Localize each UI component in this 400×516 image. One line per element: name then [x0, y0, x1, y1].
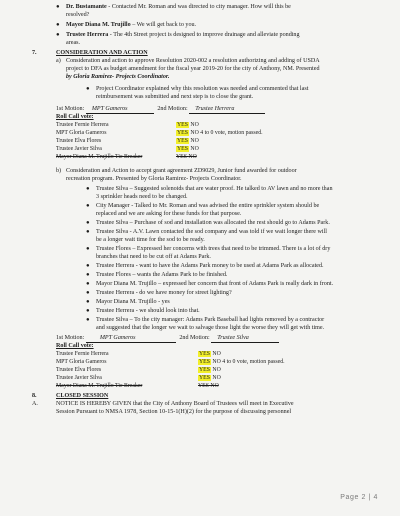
- item-a-line3: by Gloria Ramirez- Projects Coordinator.: [66, 74, 170, 80]
- section-title: CLOSED SESSION: [56, 393, 109, 399]
- bullet-dot: ●: [86, 246, 90, 252]
- roll-call-label: Roll Call vote:: [56, 114, 94, 120]
- item-b-line2: recreation program. Presented by Gloria Ramirez- Projects Coordinator.: [66, 176, 242, 182]
- item-a-line2: project to DFA as budget amendment for the fiscal year 2019-20 for the city of Anthony, NM. Presented: [66, 66, 320, 72]
- section-number: 7.: [32, 50, 37, 56]
- vote-note: 4 to 0 vote, motion passed.: [222, 359, 285, 365]
- bullet-dot: ●: [86, 186, 90, 192]
- bullet-line: and suggested that the longer we wait to salvage those light the worse they will get with time.: [96, 325, 325, 331]
- vote-no: NO: [190, 146, 199, 152]
- bullet-continuation: areas.: [66, 40, 81, 46]
- bullet-line: Trustee Silva – To the city manager: Adams Park Baseball had lights removed by a contractor: [96, 317, 325, 323]
- bullet-line: Trustee Silva – Purchase of sod and installation was allocated the rest should go to Adams Park.: [96, 220, 330, 226]
- vote-yes: YES: [199, 351, 210, 357]
- bullet-line: replaced and we are asking for these funds for that purpose.: [96, 211, 242, 217]
- vote-row: [56, 138, 101, 145]
- item-b-line1: Consideration and Action to accept grant agreement ZD9029, Junior fund awarded for outdoor: [66, 168, 297, 174]
- bullet-continuation: resolved?: [66, 12, 90, 18]
- item-letter: a): [56, 58, 61, 64]
- vote-yes: YES: [199, 375, 210, 381]
- vote-no: NO: [212, 351, 221, 357]
- vote-row: [56, 367, 101, 374]
- item-a-bullet-line1: Project Coordinator explained why this resolution was needed and commented that last: [96, 86, 309, 92]
- speaker-name: Mayor Diana M. Trujillo: [66, 22, 131, 28]
- vote-values: [176, 130, 263, 137]
- bullet-line: be a longer wait time for the sod to be ready.: [96, 237, 205, 243]
- vote-yes: YES: [177, 146, 188, 152]
- vote-no: NO: [210, 383, 219, 389]
- vote-row: [56, 122, 109, 129]
- bullet-dot: ●: [86, 290, 90, 296]
- bullet-line: Trustee Flores – wants the Adams Park to be finished.: [96, 272, 228, 278]
- vote-values: [198, 359, 285, 366]
- bullet-line: Trustee Flores – Expressed her concerns with trees that need to be trimmed. There is a lot of dry: [96, 246, 331, 252]
- vote-member: Trustee Elva Flores: [56, 367, 102, 373]
- item-letter: b): [56, 168, 62, 174]
- bullet-dot: ●: [56, 22, 60, 28]
- bullet-herrera: [66, 32, 300, 39]
- section-number: 8.: [32, 393, 37, 399]
- vote-member: Mayor Diana M. Trujillo Tie Breaker: [56, 383, 143, 389]
- bullet-line: Trustee Herrera - want to have the Adams Park money to be used at Adams Park as allocated.: [96, 263, 324, 269]
- vote-no: NO: [190, 122, 199, 128]
- vote-values: [198, 351, 221, 358]
- vote-yes: YES: [176, 154, 187, 160]
- bullet-dot: ●: [86, 229, 90, 235]
- bullet-dot: ●: [86, 220, 90, 226]
- vote-yes: YES: [177, 130, 188, 136]
- vote-member: Trustee Javier Silva: [56, 375, 102, 381]
- bullet-dot: ●: [56, 32, 60, 38]
- bullet-dot: ●: [86, 203, 90, 209]
- bullet-text: - Contacted Mr. Roman and was directed to city manager. How will this be: [106, 4, 291, 10]
- bullet-line: Mayor Diana M. Trujillo - yes: [96, 299, 170, 305]
- vote-values: [176, 146, 199, 153]
- item-a-bullet-line2: reimbursement was submitted and next step is to close the grant.: [96, 94, 254, 100]
- vote-member: MPT Gloria Gameros: [56, 130, 107, 136]
- motion-by: MPT Gameros: [86, 106, 154, 114]
- bullet-text: – We will get back to you.: [130, 22, 197, 28]
- motion-label: 1st Motion:: [56, 335, 85, 341]
- bullet-dot: ●: [86, 263, 90, 269]
- vote-row-struck: [56, 383, 142, 390]
- bullet-line: Trustee Herrera - we should look into that.: [96, 308, 200, 314]
- bullet-line: Trustee Silva - A.V. Lawn contacted the sod company and was told if we wait longer there will: [96, 229, 328, 235]
- bullet-line: Mayor Diana M. Trujillo – expressed her concern that front of Adams Park is really dark in front.: [96, 281, 334, 287]
- vote-row: [56, 146, 102, 153]
- vote-member: Trustee Javier Silva: [56, 146, 102, 152]
- vote-row: [56, 351, 109, 358]
- bullet-dot: ●: [86, 86, 90, 92]
- second-label: 2nd Motion:: [157, 106, 188, 112]
- vote-values: [198, 375, 221, 382]
- bullet-line: 3 sprinkler heads need to be changed.: [96, 194, 188, 200]
- vote-member: Trustee Fernie Herrera: [56, 122, 109, 128]
- roll-call-label: Roll Call vote:: [56, 343, 94, 349]
- vote-member: Trustee Elva Flores: [56, 138, 102, 144]
- vote-values: [198, 367, 221, 374]
- vote-member: MPT Gloria Gameros: [56, 359, 107, 365]
- vote-no: NO: [212, 375, 221, 381]
- vote-yes: YES: [198, 383, 209, 389]
- item-a-line1: Consideration and action to approve Resolution 2020-002 a resolution authorizing and adding of USDA: [66, 58, 320, 64]
- vote-values: [176, 138, 199, 145]
- vote-yes: YES: [177, 138, 188, 144]
- vote-no: NO: [212, 359, 221, 365]
- bullet-dot: ●: [86, 281, 90, 287]
- motion-line: [56, 106, 265, 114]
- vote-yes: YES: [199, 359, 210, 365]
- motion-by: MPT Gameros: [86, 335, 176, 343]
- motion-label: 1st Motion:: [56, 106, 85, 112]
- vote-row: [56, 375, 102, 382]
- bullet-line: Trustee Herrera - do we have money for street lighting?: [96, 290, 232, 296]
- vote-row: [56, 130, 106, 137]
- vote-no: NO: [190, 130, 199, 136]
- vote-yes: YES: [199, 367, 210, 373]
- section8-line1: NOTICE IS HEREBY GIVEN that the City of Anthony Board of Trustees will meet in Executive: [56, 401, 294, 407]
- section-title: CONSIDERATION AND ACTION: [56, 50, 148, 56]
- vote-member: Mayor Diana M. Trujillo Tie Breaker: [56, 154, 143, 160]
- motion-line: [56, 335, 279, 343]
- vote-no: NO: [212, 367, 221, 373]
- vote-row: [56, 359, 106, 366]
- bullet-line: City Manager - Talked to Mr. Roman and was advised the entire sprinkler system should be: [96, 203, 320, 209]
- vote-row-struck: [56, 154, 142, 161]
- vote-note: 4 to 0 vote, motion passed.: [200, 130, 263, 136]
- second-by: Trustee Silva: [211, 335, 279, 343]
- vote-no: NO: [190, 138, 199, 144]
- bullet-dot: ●: [86, 308, 90, 314]
- bullet-dot: ●: [86, 317, 90, 323]
- item-letter: A.: [32, 401, 38, 407]
- bullet-bustamante: [66, 4, 291, 11]
- bullet-text: - The 4th Street project is designed to improve drainage and alleviate ponding: [108, 32, 300, 38]
- bullet-dot: ●: [86, 272, 90, 278]
- vote-no: NO: [188, 154, 197, 160]
- bullet-line: Trustee Silva – Suggested solenoids that are water proof. He talked to AV lawn and no more than: [96, 186, 333, 192]
- section8-line2: Session Pursuant to NMSA 1978, Section 10-15-1(H)(2) for the purpose of discussing personnel: [56, 409, 292, 415]
- vote-values-struck: [198, 383, 219, 390]
- speaker-name: Dr. Bustamante: [66, 4, 107, 10]
- speaker-name: Trustee Herrera: [66, 32, 109, 38]
- bullet-dot: ●: [56, 4, 60, 10]
- bullet-dot: ●: [86, 299, 90, 305]
- vote-yes: YES: [177, 122, 188, 128]
- vote-member: Trustee Fernie Herrera: [56, 351, 109, 357]
- page-number: Page 2 | 4: [340, 494, 378, 501]
- vote-values: [176, 122, 199, 129]
- second-label: 2nd Motion:: [179, 335, 210, 341]
- bullet-line: branches that need to be cut off at Adams Park.: [96, 254, 211, 260]
- vote-values-struck: [176, 154, 197, 161]
- second-by: Trustee Herrera: [189, 106, 265, 114]
- bullet-trujillo: [66, 22, 196, 29]
